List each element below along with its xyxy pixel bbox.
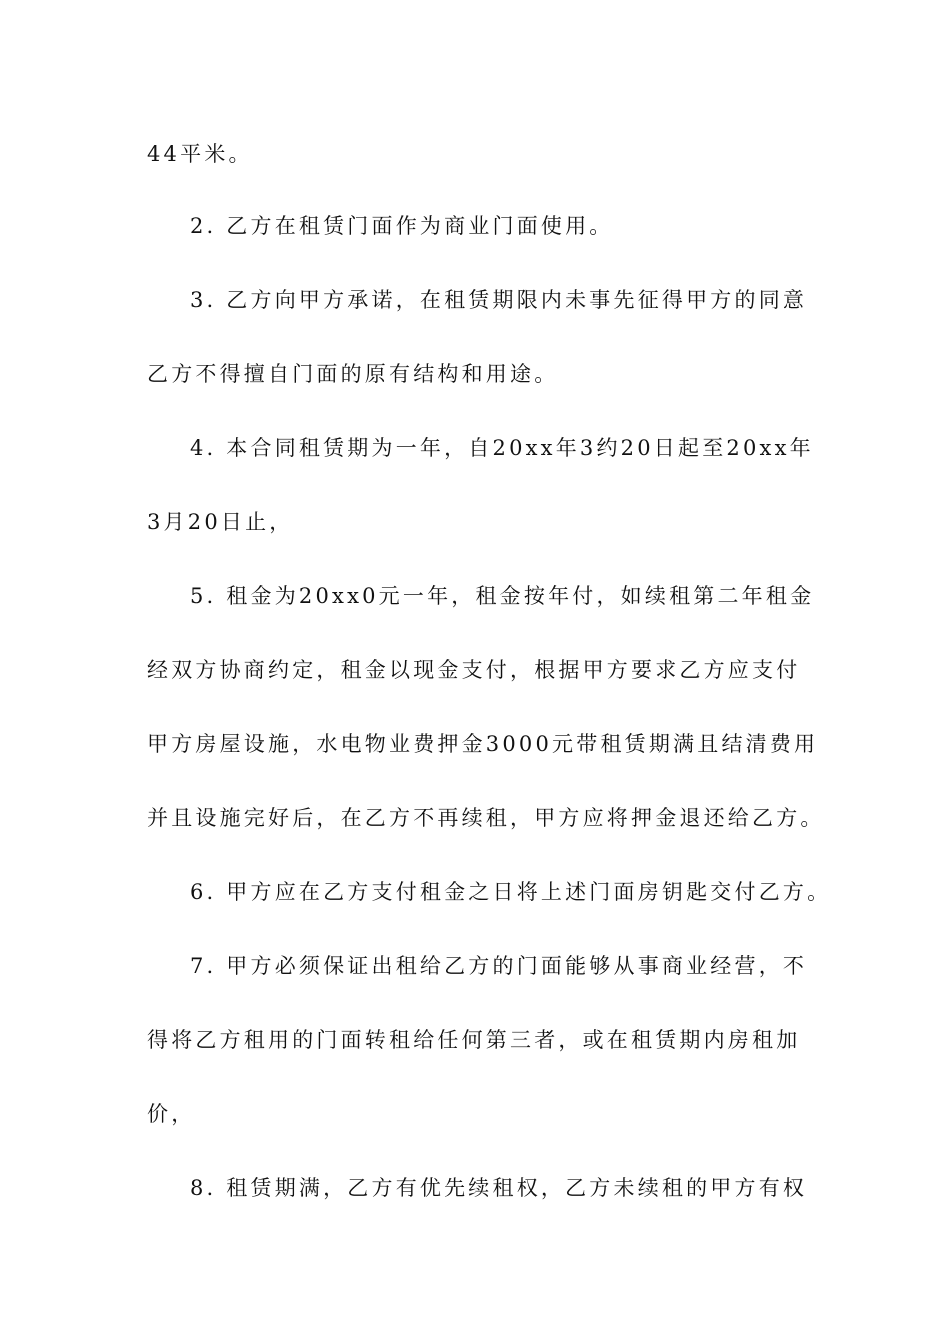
clause-5-line-4: 并且设施完好后，在乙方不再续租，甲方应将押金退还给乙方。 bbox=[147, 806, 825, 830]
clause-5-line-2: 经双方协商约定，租金以现金支付，根据甲方要求乙方应支付 bbox=[147, 658, 801, 682]
clause-7-line-2: 得将乙方租用的门面转租给任何第三者，或在租赁期内房租加 bbox=[147, 1028, 801, 1052]
clause-5-line-3: 甲方房屋设施，水电物业费押金3000元带租赁期满且结清费用 bbox=[147, 732, 819, 756]
clause-4-line-1: 4. 本合同租赁期为一年，自20xx年3约20日起至20xx年 bbox=[190, 436, 814, 460]
clause-5-line-1: 5. 租金为20xx0元一年，租金按年付，如续租第二年租金 bbox=[190, 584, 815, 608]
clause-7-line-3: 价， bbox=[147, 1102, 196, 1126]
clause-7-line-1: 7. 甲方必须保证出租给乙方的门面能够从事商业经营，不 bbox=[190, 954, 808, 978]
clause-3-line-2: 乙方不得擅自门面的原有结构和用途。 bbox=[147, 362, 559, 386]
clause-3-line-1: 3. 乙方向甲方承诺，在租赁期限内未事先征得甲方的同意 bbox=[190, 288, 808, 312]
clause-4-line-2: 3月20日止， bbox=[147, 510, 294, 534]
clause-8-line-1: 8. 租赁期满，乙方有优先续租权，乙方未续租的甲方有权 bbox=[190, 1176, 808, 1200]
clause-2-line: 2. 乙方在租赁门面作为商业门面使用。 bbox=[190, 214, 614, 238]
text-line-1: 44平米。 bbox=[147, 142, 253, 166]
clause-6-line: 6. 甲方应在乙方支付租金之日将上述门面房钥匙交付乙方。 bbox=[190, 880, 832, 904]
